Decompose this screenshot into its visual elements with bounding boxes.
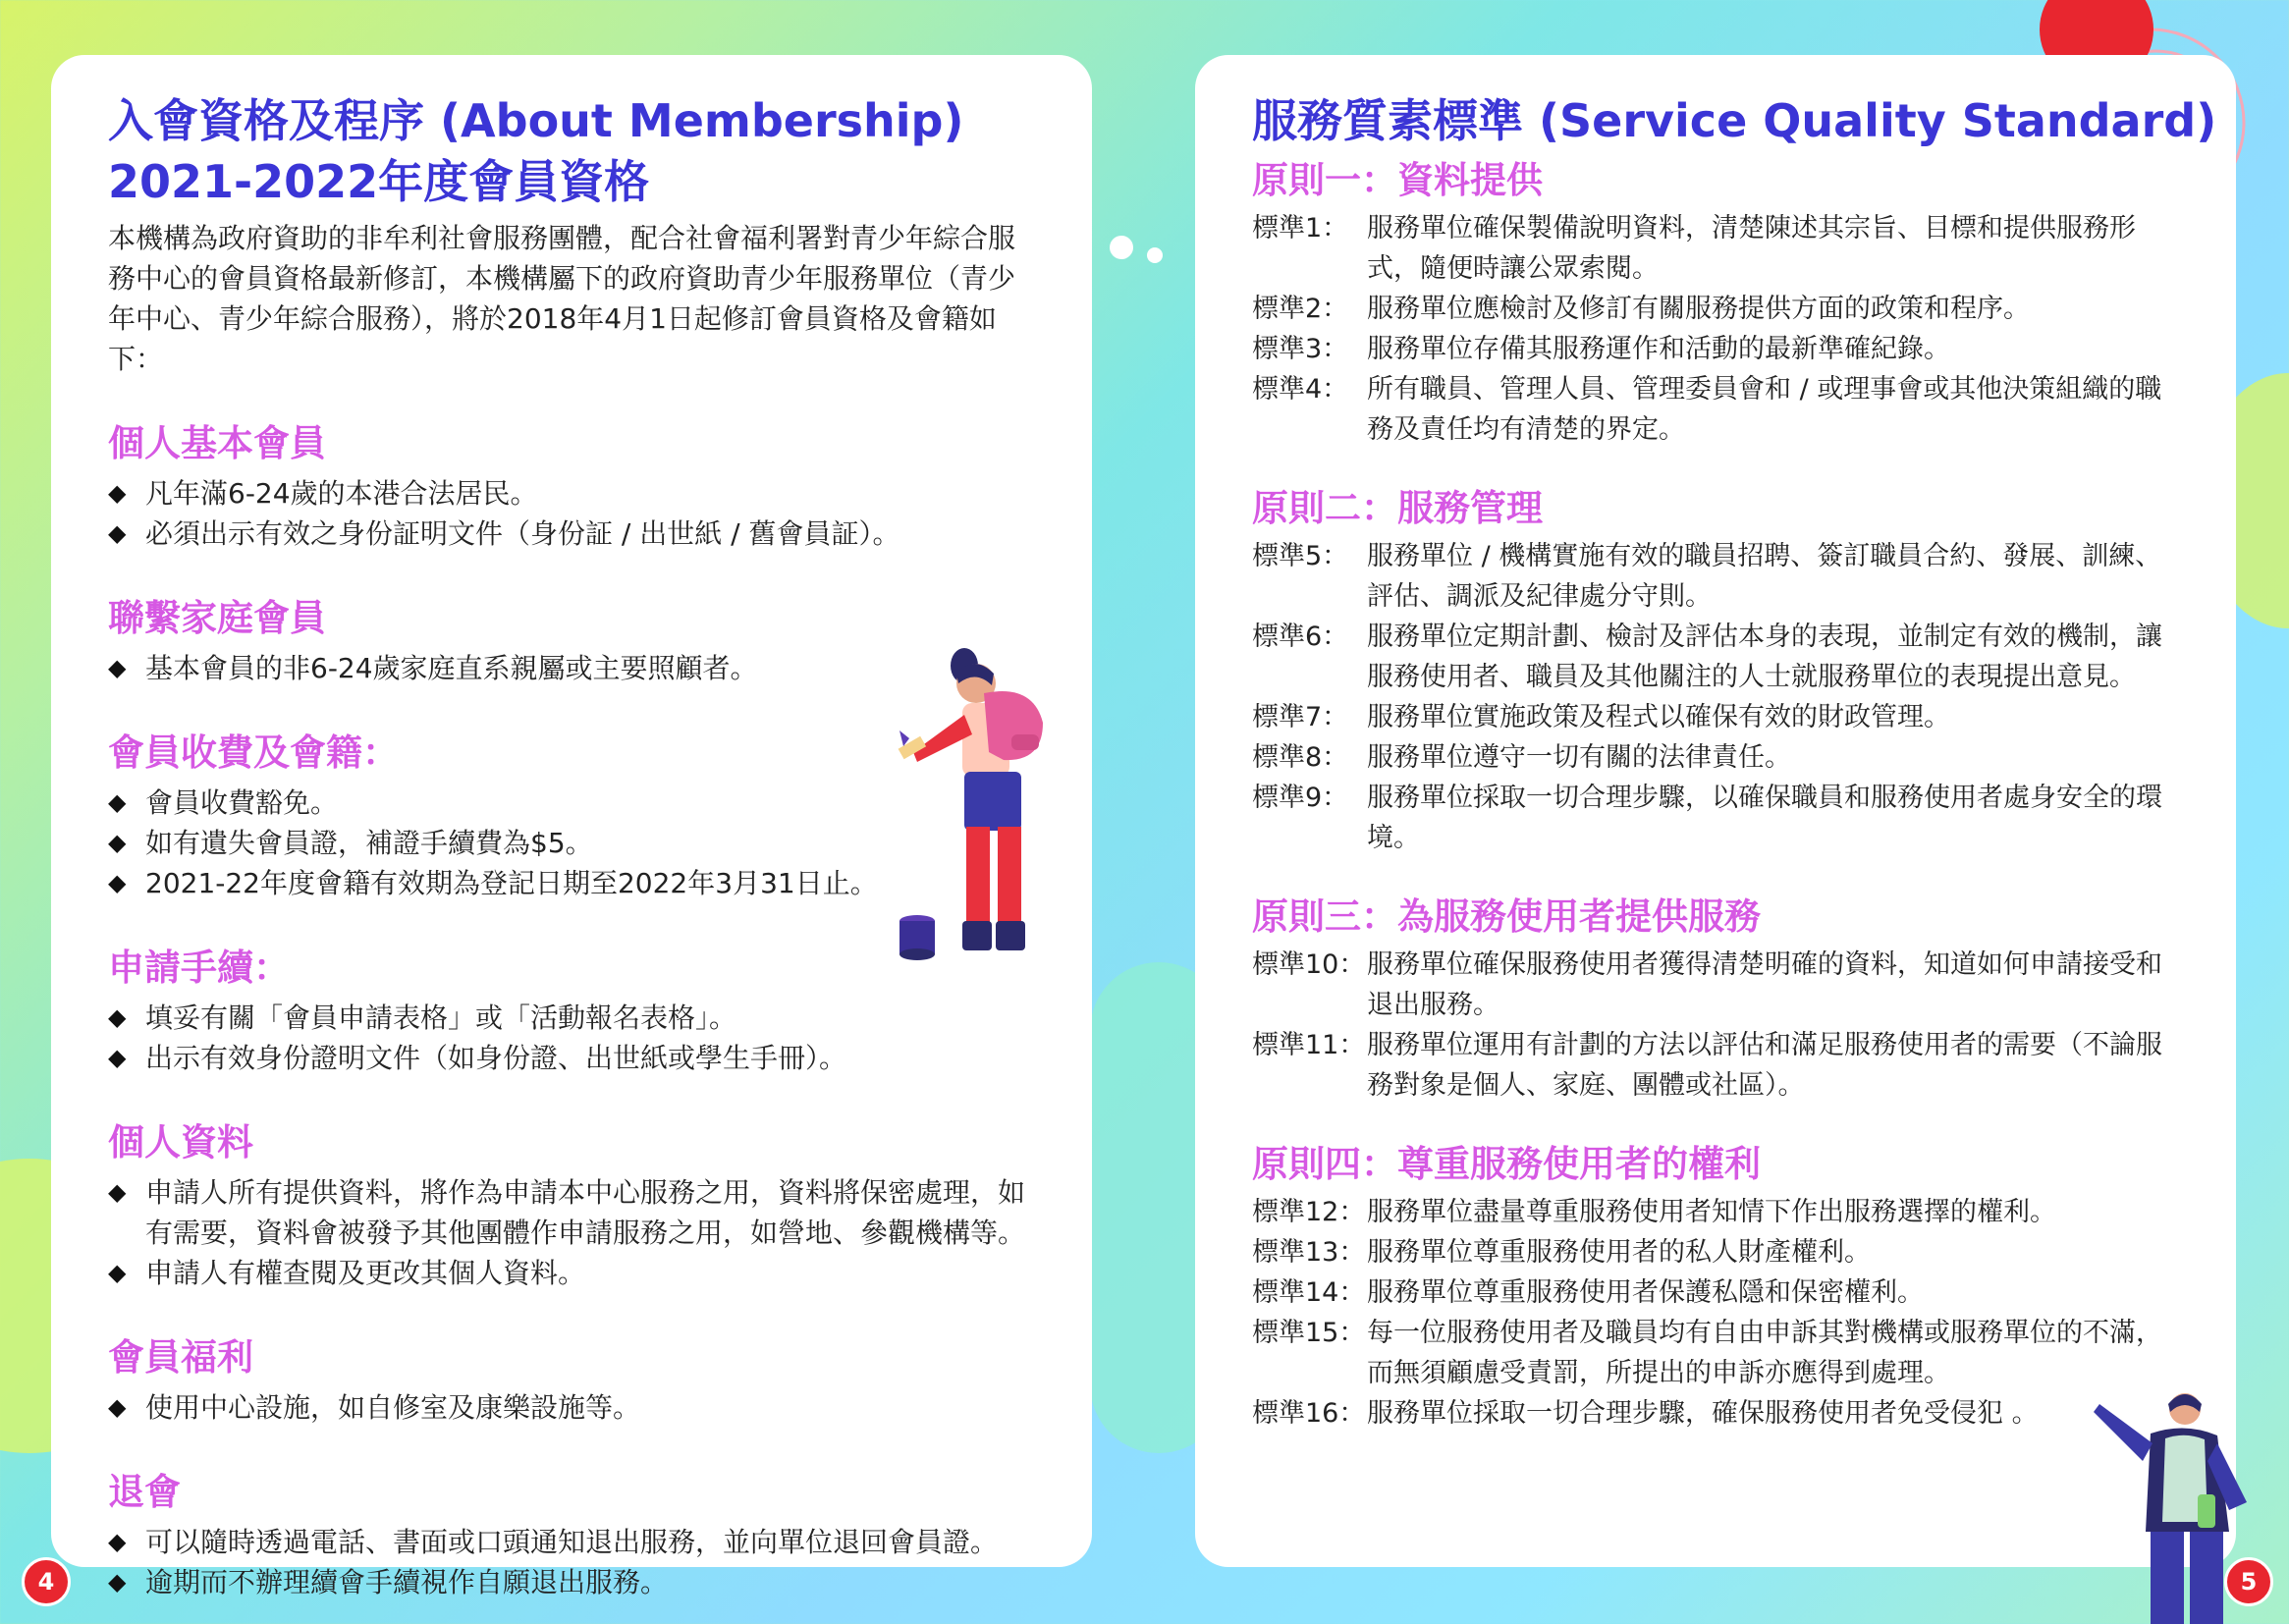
standard-label: 標準7： — [1252, 702, 1349, 732]
diamond-bullet-icon: ◆ — [108, 1044, 127, 1071]
standard-item — [1252, 778, 2179, 858]
principle-heading: 原則一：資料提供 — [1252, 159, 1543, 201]
service-quality-panel — [1195, 55, 2236, 1567]
page-subtitle: 2021-2022年度會員資格 — [108, 155, 650, 208]
diamond-bullet-icon: ◆ — [108, 1003, 127, 1031]
standard-label: 標準3： — [1252, 334, 1349, 364]
bullet-item — [108, 473, 1035, 514]
standard-label: 標準15： — [1252, 1318, 1366, 1348]
standard-text: 服務單位應檢討及修訂有關服務提供方面的政策和程序。 — [1367, 294, 2030, 324]
standard-item — [1252, 697, 2179, 737]
bullet-text: 申請人所有提供資料，將作為申請本中心服務之用，資料將保密處理，如有需要，資料會被發予其他團體作申請服務之用，如營地、參觀機構等。 — [145, 1176, 1026, 1249]
standard-text: 服務單位運用有計劃的方法以評估和滿足服務使用者的需要（不論服務對象是個人、家庭、團體或社區）。 — [1367, 1030, 2162, 1101]
membership-sections — [108, 420, 1035, 1602]
bullet-text: 會員收費豁免。 — [145, 786, 339, 819]
membership-panel — [51, 55, 1092, 1598]
standard-item — [1252, 1313, 2179, 1393]
section-heading: 聯繫家庭會員 — [108, 597, 326, 639]
page-number-badge: 4 — [22, 1557, 71, 1606]
bullet-item — [108, 1253, 1035, 1293]
standard-text: 服務單位遵守一切有關的法律責任。 — [1367, 742, 1791, 773]
standard-label: 標準13： — [1252, 1237, 1366, 1268]
bullet-text: 可以隨時透過電話、書面或口頭通知退出服務，並向單位退回會員證。 — [145, 1526, 999, 1558]
standard-item — [1252, 617, 2179, 697]
page-title: 入會資格及程序 (About Membership) — [108, 94, 964, 147]
section-heading: 會員福利 — [108, 1336, 253, 1379]
standard-item — [1252, 1393, 2179, 1434]
section-heading: 個人基本會員 — [108, 422, 326, 464]
standard-label: 標準1： — [1252, 213, 1349, 244]
diamond-bullet-icon: ◆ — [108, 1568, 127, 1596]
standard-label: 標準10： — [1252, 949, 1366, 980]
bullet-item — [108, 1387, 1035, 1428]
standard-text: 服務單位採取一切合理步驟，以確保職員和服務使用者處身安全的環境。 — [1367, 783, 2162, 853]
standard-item — [1252, 536, 2179, 617]
intro-paragraph: 本機構為政府資助的非牟利社會服務團體，配合社會福利署對青少年綜合服務中心的會員資格最新修訂，本機構屬下的政府資助青少年服務單位（青少年中心、青少年綜合服務），將於2018年4月1日起修訂會員資格及會籍如下： — [108, 222, 1016, 375]
standard-label: 標準12： — [1252, 1197, 1366, 1227]
background-blob — [1147, 247, 1163, 263]
section-heading: 個人資料 — [108, 1121, 253, 1164]
bullet-item — [108, 1562, 1035, 1602]
principles-list — [1252, 157, 2179, 1434]
section-heading: 退會 — [108, 1471, 181, 1513]
standard-label: 標準8： — [1252, 742, 1349, 773]
standard-text: 服務單位確保製備說明資料，清楚陳述其宗旨、目標和提供服務形式，隨便時讓公眾索閱。 — [1367, 213, 2136, 284]
bullet-text: 填妥有關「會員申請表格」或「活動報名表格」。 — [145, 1001, 737, 1034]
standard-label: 標準6： — [1252, 622, 1349, 652]
bullet-item — [108, 1038, 1035, 1078]
standard-item — [1252, 945, 2179, 1025]
standard-label: 標準11： — [1252, 1030, 1366, 1060]
standard-text: 每一位服務使用者及職員均有自由申訴其對機構或服務單位的不滿，而無須顧慮受責罰，所提出的申訴亦應得到處理。 — [1367, 1318, 2162, 1388]
standard-text: 服務單位尊重服務使用者保護私隱和保密權利。 — [1367, 1277, 1924, 1308]
bullet-text: 2021-22年度會籍有效期為登記日期至2022年3月31日止。 — [145, 867, 878, 899]
diamond-bullet-icon: ◆ — [108, 1393, 127, 1421]
standard-item — [1252, 1025, 2179, 1106]
standard-label: 標準14： — [1252, 1277, 1366, 1308]
bullet-item — [108, 998, 1035, 1038]
standard-text: 服務單位實施政策及程式以確保有效的財政管理。 — [1367, 702, 1950, 732]
painter-illustration — [896, 644, 1092, 968]
section-heading: 會員收費及會籍： — [108, 731, 399, 774]
standard-label: 標準16： — [1252, 1398, 1366, 1429]
standard-text: 服務單位尊重服務使用者的私人財產權利。 — [1367, 1237, 1871, 1268]
bullet-text: 必須出示有效之身份証明文件（身份証 / 出世紙 / 舊會員証）。 — [145, 517, 900, 550]
standard-label: 標準9： — [1252, 783, 1349, 813]
standard-label: 標準4： — [1252, 374, 1349, 405]
bullet-text: 如有遺失會員證，補證手續費為$5。 — [145, 827, 593, 859]
principle-heading: 原則四：尊重服務使用者的權利 — [1252, 1143, 1761, 1185]
diamond-bullet-icon: ◆ — [108, 479, 127, 507]
bullet-text: 出示有效身份證明文件（如身份證、出世紙或學生手冊）。 — [145, 1042, 847, 1074]
standard-text: 服務單位 / 機構實施有效的職員招聘、簽訂職員合約、發展、訓練、評估、調派及紀律處分守則。 — [1367, 541, 2162, 612]
standard-text: 服務單位盡量尊重服務使用者知情下作出服務選擇的權利。 — [1367, 1197, 2056, 1227]
standard-text: 所有職員、管理人員、管理委員會和 / 或理事會或其他決策組織的職務及責任均有清楚的界定。 — [1367, 374, 2162, 445]
diamond-bullet-icon: ◆ — [108, 654, 127, 681]
standard-label: 標準5： — [1252, 541, 1349, 571]
standard-item — [1252, 329, 2179, 369]
bullet-item — [108, 514, 1035, 554]
bullet-text: 基本會員的非6-24歲家庭直系親屬或主要照顧者。 — [145, 652, 758, 684]
standard-item — [1252, 1192, 2179, 1232]
page-number-badge: 5 — [2224, 1557, 2273, 1606]
bullet-text: 申請人有權查閱及更改其個人資料。 — [145, 1257, 586, 1289]
diamond-bullet-icon: ◆ — [108, 829, 127, 856]
standard-text: 服務單位存備其服務運作和活動的最新準確紀錄。 — [1367, 334, 1950, 364]
diamond-bullet-icon: ◆ — [108, 788, 127, 816]
standard-text: 服務單位定期計劃、檢討及評估本身的表現，並制定有效的機制，讓服務使用者、職員及其他關注的人士就服務單位的表現提出意見。 — [1367, 622, 2162, 692]
page-title: 服務質素標準 (Service Quality Standard) — [1252, 94, 2217, 147]
bullet-item — [108, 1172, 1035, 1253]
standard-text: 服務單位採取一切合理步驟，確保服務使用者免受侵犯 。 — [1367, 1398, 2039, 1429]
standard-item — [1252, 1272, 2179, 1313]
standard-item — [1252, 1232, 2179, 1272]
standard-item — [1252, 737, 2179, 778]
section-heading: 申請手續： — [108, 947, 290, 989]
principle-heading: 原則二：服務管理 — [1252, 487, 1543, 529]
principle-heading: 原則三：為服務使用者提供服務 — [1252, 895, 1761, 938]
standard-item — [1252, 208, 2179, 289]
bullet-text: 使用中心設施，如自修室及康樂設施等。 — [145, 1391, 641, 1424]
diamond-bullet-icon: ◆ — [108, 1259, 127, 1286]
standard-text: 服務單位確保服務使用者獲得清楚明確的資料，知道如何申請接受和退出服務。 — [1367, 949, 2162, 1020]
diamond-bullet-icon: ◆ — [108, 1178, 127, 1206]
bullet-item — [108, 1522, 1035, 1562]
standard-label: 標準2： — [1252, 294, 1349, 324]
standard-item — [1252, 289, 2179, 329]
diamond-bullet-icon: ◆ — [108, 869, 127, 896]
bullet-text: 凡年滿6-24歲的本港合法居民。 — [145, 477, 538, 510]
background-blob — [1110, 236, 1133, 259]
diamond-bullet-icon: ◆ — [108, 519, 127, 547]
bullet-text: 逾期而不辦理續會手續視作自願退出服務。 — [145, 1566, 669, 1598]
diamond-bullet-icon: ◆ — [108, 1528, 127, 1555]
standard-item — [1252, 369, 2179, 450]
